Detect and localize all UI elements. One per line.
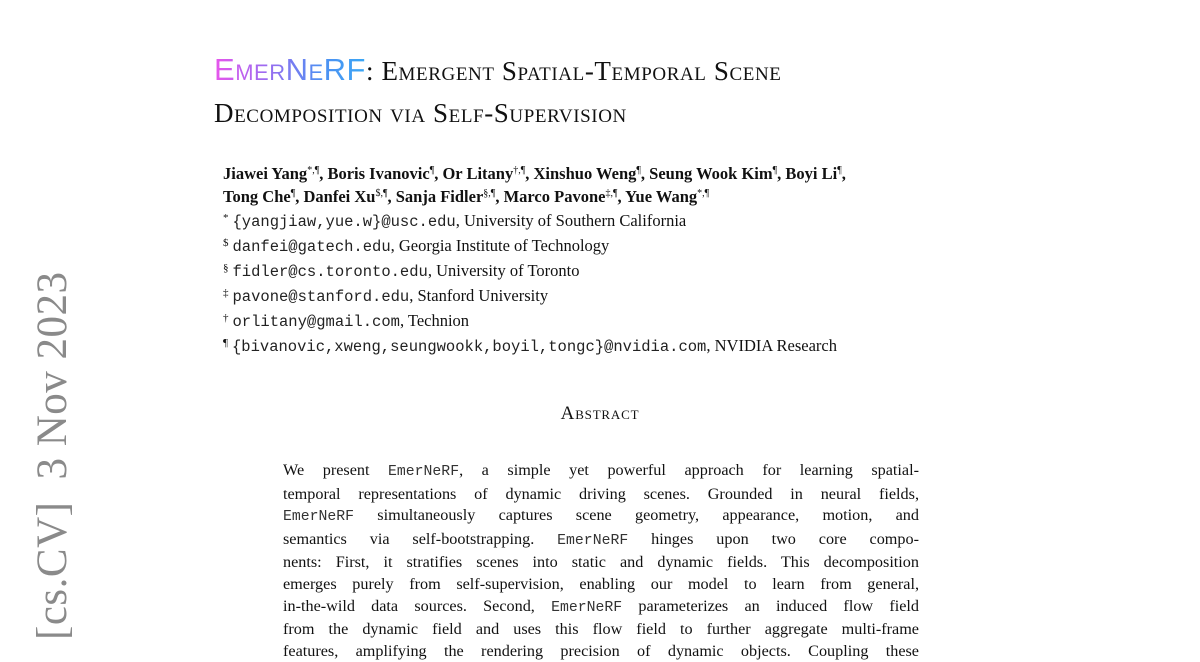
abstract-line [283,484,919,506]
author-line-1 [223,162,1023,185]
author-line-2 [223,185,1023,208]
arxiv-category: [cs.CV] [29,501,76,640]
author-name: Seung Wook Kim [649,164,773,183]
author-affiliation-marks: †,¶ [513,165,526,176]
abstract-text: from the dynamic field and uses this flow field to further aggregate multi-frame [283,620,919,639]
author-separator: , [295,187,304,206]
title-separator: : [365,56,375,86]
abstract-line [283,641,919,662]
abstract-text: nents: First, it stratifies scenes into static and dynamic fields. This decomposition [283,553,919,572]
abstract-line [283,529,919,553]
affiliation-mark: § [223,262,229,274]
abstract-line [283,574,919,596]
author-separator: , [640,164,650,183]
method-name-code: EmerNeRF [388,464,460,480]
affiliation-row [223,334,1023,359]
author-name: Marco Pavone [503,187,606,206]
affiliation-row [223,259,1023,284]
affiliation-email: fidler@cs.toronto.edu [232,263,428,281]
affiliation-institution: , Georgia Institute of Technology [390,236,610,255]
arxiv-date: 3 Nov 2023 [29,271,76,480]
author-affiliation-marks: ‡,¶ [605,188,618,199]
method-name-code: EmerNeRF [557,532,629,549]
author-affiliation-marks: ¶ [636,165,641,176]
title-line1: Emergent Spatial-Temporal Scene [381,56,782,86]
title-brand: EMERNERF [214,52,366,87]
abstract-body [283,460,919,662]
affiliation-institution: , Stanford University [409,286,549,305]
abstract-text: semantics via self-bootstrapping. [283,529,558,548]
abstract-line [283,460,919,484]
author-affiliation-marks: ¶ [772,165,778,176]
affiliation-institution: , NVIDIA Research [706,336,837,355]
author-affiliation-marks: $,¶ [375,188,388,199]
abstract-text: simultaneously captures scene geometry, appearance, motion, and [354,506,919,525]
author-list [223,162,1023,208]
abstract-line [283,619,919,641]
method-name-code: EmerNeRF [551,599,623,616]
abstract-line [283,505,919,529]
author-name: Boris Ivanovic [327,164,430,183]
abstract-text: emerges purely from self-supervision, enabling our model to learn from general, [283,574,919,593]
affiliation-row [223,209,1023,234]
abstract-text: parameterizes an induced flow field [622,596,919,615]
affiliation-email: pavone@stanford.edu [232,288,410,306]
paper-title [214,50,1114,133]
author-separator: , [525,164,534,183]
method-name-code: EmerNeRF [283,509,355,526]
affiliation-list [223,209,1023,359]
abstract-text: in-the-wild data sources. Second, [283,596,552,615]
affiliation-mark: * [223,212,229,224]
author-separator: , [841,164,846,183]
author-name: Yue Wang [625,187,698,206]
abstract-line [283,596,919,620]
author-name: Jiawei Yang [223,164,308,183]
author-separator: , [434,164,443,183]
affiliation-institution: , Technion [399,311,470,330]
author-separator: , [319,164,328,183]
author-name: Or Litany [442,164,514,183]
author-separator: , [777,164,786,183]
affiliation-email: danfei@gatech.edu [232,238,391,256]
author-affiliation-marks: §,¶ [483,188,496,199]
affiliation-email: orlitany@gmail.com [232,313,400,331]
arxiv-side-stamp [28,271,77,640]
author-affiliation-marks: ¶ [290,188,296,199]
author-name: Boyi Li [785,164,838,183]
affiliation-email: {bivanovic,xweng,seungwookk,boyil,tongc}@nvidia.com [231,338,707,356]
title-line2: Decomposition via Self-Supervision [214,98,627,128]
author-separator: , [495,187,504,206]
abstract-text: We present [283,461,389,479]
abstract-text: temporal representations of dynamic driving scenes. Grounded in neural fields, [283,484,919,503]
author-name: Sanja Fidler [395,187,484,206]
affiliation-mark: ¶ [223,337,228,349]
abstract-heading: Abstract [560,403,640,424]
author-affiliation-marks: ¶ [837,165,842,176]
author-name: Danfei Xu [303,187,376,206]
author-separator: , [387,187,396,206]
abstract-text: features, amplifying the rendering precision of dynamic objects. Coupling these [283,641,919,660]
affiliation-row [223,284,1023,309]
affiliation-email: {yangjiaw,yue.w}@usc.edu [232,213,456,231]
author-affiliation-marks: *,¶ [697,188,710,199]
affiliation-row [223,309,1023,334]
affiliation-mark: † [223,312,229,324]
author-name: Tong Che [223,187,291,206]
abstract-text: hinges upon two core compo- [628,529,919,548]
author-separator: , [617,187,626,206]
author-affiliation-marks: ¶ [429,165,435,176]
author-affiliation-marks: *,¶ [307,165,320,176]
abstract-line [283,552,919,574]
affiliation-row [223,234,1023,259]
affiliation-institution: , University of Southern California [455,211,687,230]
affiliation-institution: , University of Toronto [427,261,580,280]
author-name: Xinshuo Weng [533,164,637,183]
affiliation-mark: $ [223,237,229,249]
abstract-text: , a simple yet powerful approach for learning spatial- [459,461,919,479]
affiliation-mark: ‡ [223,287,229,299]
